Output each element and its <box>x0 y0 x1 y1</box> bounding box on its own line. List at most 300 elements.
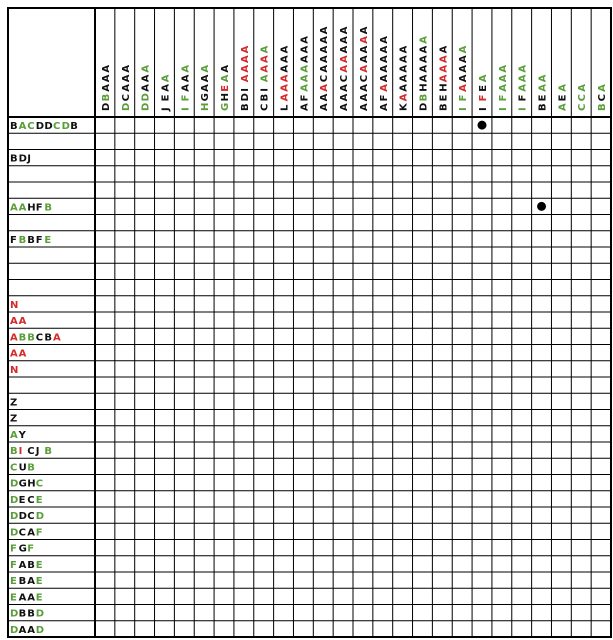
grid-cell[interactable] <box>472 540 492 556</box>
grid-cell[interactable] <box>413 393 433 409</box>
grid-cell[interactable] <box>155 150 175 166</box>
grid-cell[interactable] <box>492 556 512 572</box>
grid-cell[interactable] <box>135 442 155 458</box>
grid-cell[interactable] <box>452 312 472 328</box>
grid-cell[interactable] <box>115 572 135 588</box>
grid-cell[interactable] <box>373 182 393 198</box>
grid-cell[interactable] <box>95 361 115 377</box>
grid-cell[interactable] <box>373 166 393 182</box>
grid-cell[interactable] <box>194 263 214 279</box>
grid-cell[interactable] <box>532 215 552 231</box>
grid-cell[interactable] <box>571 198 591 214</box>
grid-cell[interactable] <box>551 442 571 458</box>
grid-cell[interactable] <box>174 588 194 604</box>
grid-cell[interactable] <box>135 621 155 637</box>
grid-cell[interactable] <box>135 312 155 328</box>
grid-cell[interactable] <box>333 328 353 344</box>
grid-cell[interactable] <box>532 150 552 166</box>
grid-cell[interactable] <box>155 345 175 361</box>
grid-cell[interactable] <box>333 247 353 263</box>
grid-cell[interactable] <box>274 247 294 263</box>
grid-cell[interactable] <box>254 572 274 588</box>
grid-cell[interactable] <box>413 182 433 198</box>
grid-cell[interactable] <box>393 377 413 393</box>
grid-cell[interactable] <box>512 247 532 263</box>
grid-cell[interactable] <box>452 491 472 507</box>
grid-cell[interactable] <box>313 133 333 149</box>
grid-cell[interactable] <box>472 312 492 328</box>
grid-cell[interactable] <box>214 491 234 507</box>
grid-cell[interactable] <box>155 491 175 507</box>
grid-cell[interactable] <box>274 442 294 458</box>
grid-cell[interactable] <box>432 166 452 182</box>
grid-cell[interactable] <box>591 523 611 539</box>
grid-cell[interactable] <box>313 263 333 279</box>
grid-cell[interactable] <box>512 540 532 556</box>
grid-cell[interactable] <box>413 263 433 279</box>
grid-cell[interactable] <box>591 475 611 491</box>
grid-cell[interactable] <box>512 475 532 491</box>
grid-cell[interactable] <box>274 198 294 214</box>
grid-cell[interactable] <box>135 345 155 361</box>
grid-cell[interactable] <box>313 572 333 588</box>
grid-cell[interactable] <box>393 215 413 231</box>
grid-cell[interactable] <box>155 475 175 491</box>
grid-cell[interactable] <box>432 150 452 166</box>
grid-cell[interactable] <box>95 231 115 247</box>
grid-cell[interactable] <box>571 393 591 409</box>
grid-cell[interactable] <box>452 166 472 182</box>
grid-cell[interactable] <box>274 393 294 409</box>
grid-cell[interactable] <box>432 231 452 247</box>
grid-cell[interactable] <box>135 117 155 133</box>
grid-cell[interactable] <box>472 215 492 231</box>
grid-cell[interactable] <box>591 328 611 344</box>
grid-cell[interactable] <box>413 605 433 621</box>
grid-cell[interactable] <box>274 605 294 621</box>
grid-cell[interactable] <box>115 621 135 637</box>
grid-cell[interactable] <box>95 150 115 166</box>
grid-cell[interactable] <box>551 215 571 231</box>
grid-cell[interactable] <box>194 345 214 361</box>
grid-cell[interactable] <box>155 133 175 149</box>
grid-cell[interactable] <box>353 540 373 556</box>
grid-cell[interactable] <box>333 507 353 523</box>
grid-cell[interactable] <box>293 198 313 214</box>
grid-cell[interactable] <box>532 458 552 474</box>
grid-cell[interactable] <box>194 393 214 409</box>
grid-cell[interactable] <box>532 133 552 149</box>
grid-cell[interactable] <box>254 393 274 409</box>
grid-cell[interactable] <box>571 556 591 572</box>
grid-cell[interactable] <box>413 475 433 491</box>
grid-cell[interactable] <box>155 247 175 263</box>
grid-cell[interactable] <box>214 605 234 621</box>
grid-cell[interactable] <box>353 215 373 231</box>
grid-cell[interactable] <box>492 605 512 621</box>
grid-cell[interactable] <box>373 410 393 426</box>
grid-cell[interactable] <box>95 345 115 361</box>
grid-cell[interactable] <box>155 166 175 182</box>
grid-cell[interactable] <box>432 328 452 344</box>
grid-cell[interactable] <box>274 312 294 328</box>
grid-cell[interactable] <box>532 377 552 393</box>
grid-cell[interactable] <box>512 556 532 572</box>
grid-cell[interactable] <box>353 442 373 458</box>
grid-cell[interactable] <box>492 198 512 214</box>
grid-cell[interactable] <box>214 361 234 377</box>
grid-cell[interactable] <box>373 312 393 328</box>
grid-cell[interactable] <box>313 150 333 166</box>
grid-cell[interactable] <box>214 150 234 166</box>
grid-cell[interactable] <box>274 621 294 637</box>
grid-cell[interactable] <box>214 182 234 198</box>
grid-cell[interactable] <box>333 621 353 637</box>
grid-cell[interactable] <box>373 377 393 393</box>
grid-cell[interactable] <box>194 556 214 572</box>
grid-cell[interactable] <box>135 426 155 442</box>
grid-cell[interactable] <box>174 361 194 377</box>
grid-cell[interactable] <box>174 540 194 556</box>
grid-cell[interactable] <box>115 198 135 214</box>
grid-cell[interactable] <box>591 215 611 231</box>
grid-cell[interactable] <box>214 377 234 393</box>
grid-cell[interactable] <box>95 377 115 393</box>
grid-cell[interactable] <box>353 263 373 279</box>
grid-cell[interactable] <box>174 458 194 474</box>
grid-cell[interactable] <box>532 523 552 539</box>
grid-cell[interactable] <box>452 621 472 637</box>
grid-cell[interactable] <box>373 328 393 344</box>
grid-cell[interactable] <box>293 621 313 637</box>
grid-cell[interactable] <box>452 263 472 279</box>
grid-cell[interactable] <box>492 312 512 328</box>
grid-cell[interactable] <box>293 410 313 426</box>
grid-cell[interactable] <box>333 605 353 621</box>
grid-cell[interactable] <box>532 572 552 588</box>
grid-cell[interactable] <box>551 491 571 507</box>
grid-cell[interactable] <box>155 198 175 214</box>
grid-cell[interactable] <box>472 442 492 458</box>
grid-cell[interactable] <box>95 247 115 263</box>
grid-cell[interactable] <box>155 523 175 539</box>
grid-cell[interactable] <box>532 442 552 458</box>
grid-cell[interactable] <box>472 231 492 247</box>
grid-cell[interactable] <box>293 605 313 621</box>
grid-cell[interactable] <box>155 280 175 296</box>
grid-cell[interactable] <box>174 133 194 149</box>
grid-cell[interactable] <box>254 605 274 621</box>
grid-cell[interactable] <box>452 117 472 133</box>
grid-cell[interactable] <box>393 556 413 572</box>
grid-cell[interactable] <box>571 247 591 263</box>
grid-cell[interactable] <box>333 426 353 442</box>
grid-cell[interactable] <box>492 166 512 182</box>
grid-cell[interactable] <box>174 442 194 458</box>
grid-cell[interactable] <box>373 150 393 166</box>
grid-cell[interactable] <box>95 312 115 328</box>
grid-cell[interactable] <box>313 458 333 474</box>
grid-cell[interactable] <box>234 572 254 588</box>
grid-cell[interactable] <box>155 393 175 409</box>
grid-cell[interactable] <box>234 361 254 377</box>
grid-cell[interactable] <box>95 556 115 572</box>
grid-cell[interactable] <box>214 442 234 458</box>
grid-cell[interactable] <box>194 572 214 588</box>
grid-cell[interactable] <box>452 507 472 523</box>
grid-cell[interactable] <box>472 280 492 296</box>
grid-cell[interactable] <box>333 572 353 588</box>
grid-cell[interactable] <box>174 150 194 166</box>
grid-cell[interactable] <box>234 556 254 572</box>
grid-cell[interactable] <box>452 572 472 588</box>
grid-cell[interactable] <box>274 458 294 474</box>
grid-cell[interactable] <box>432 377 452 393</box>
grid-cell[interactable] <box>155 215 175 231</box>
grid-cell[interactable] <box>234 247 254 263</box>
grid-cell[interactable] <box>115 588 135 604</box>
grid-cell[interactable] <box>234 231 254 247</box>
grid-cell[interactable] <box>194 166 214 182</box>
grid-cell[interactable] <box>551 572 571 588</box>
grid-cell[interactable] <box>135 393 155 409</box>
grid-cell[interactable] <box>115 540 135 556</box>
grid-cell[interactable] <box>293 442 313 458</box>
grid-cell[interactable] <box>591 296 611 312</box>
grid-cell[interactable] <box>115 263 135 279</box>
grid-cell[interactable] <box>234 328 254 344</box>
grid-cell[interactable] <box>393 328 413 344</box>
grid-cell[interactable] <box>274 117 294 133</box>
grid-cell[interactable] <box>353 393 373 409</box>
grid-cell[interactable] <box>254 475 274 491</box>
grid-cell[interactable] <box>135 133 155 149</box>
grid-cell[interactable] <box>174 426 194 442</box>
grid-cell[interactable] <box>551 556 571 572</box>
grid-cell[interactable] <box>194 523 214 539</box>
grid-cell[interactable] <box>313 556 333 572</box>
grid-cell[interactable] <box>234 507 254 523</box>
grid-cell[interactable] <box>115 312 135 328</box>
grid-cell[interactable] <box>492 280 512 296</box>
grid-cell[interactable] <box>393 475 413 491</box>
grid-cell[interactable] <box>234 442 254 458</box>
grid-cell[interactable] <box>254 442 274 458</box>
grid-cell[interactable] <box>174 491 194 507</box>
grid-cell[interactable] <box>135 328 155 344</box>
grid-cell[interactable] <box>353 296 373 312</box>
grid-cell[interactable] <box>254 345 274 361</box>
grid-cell[interactable] <box>532 231 552 247</box>
grid-cell[interactable] <box>293 280 313 296</box>
grid-cell[interactable] <box>95 458 115 474</box>
grid-cell[interactable] <box>452 328 472 344</box>
grid-cell[interactable] <box>214 133 234 149</box>
grid-cell[interactable] <box>353 377 373 393</box>
grid-cell[interactable] <box>532 475 552 491</box>
grid-cell[interactable] <box>333 523 353 539</box>
grid-cell[interactable] <box>313 296 333 312</box>
grid-cell[interactable] <box>333 458 353 474</box>
grid-cell[interactable] <box>95 540 115 556</box>
grid-cell[interactable] <box>532 393 552 409</box>
grid-cell[interactable] <box>135 263 155 279</box>
grid-cell[interactable] <box>155 263 175 279</box>
grid-cell[interactable] <box>274 166 294 182</box>
grid-cell[interactable] <box>373 296 393 312</box>
grid-cell[interactable] <box>472 556 492 572</box>
grid-cell[interactable] <box>95 605 115 621</box>
grid-cell[interactable] <box>135 247 155 263</box>
grid-cell[interactable] <box>571 231 591 247</box>
grid-cell[interactable] <box>353 280 373 296</box>
grid-cell[interactable] <box>452 588 472 604</box>
grid-cell[interactable] <box>591 410 611 426</box>
grid-cell[interactable] <box>254 588 274 604</box>
grid-cell[interactable] <box>393 442 413 458</box>
grid-cell[interactable] <box>274 410 294 426</box>
grid-cell[interactable] <box>333 393 353 409</box>
grid-cell[interactable] <box>155 296 175 312</box>
grid-cell[interactable] <box>393 588 413 604</box>
grid-cell[interactable] <box>551 198 571 214</box>
grid-cell[interactable] <box>115 458 135 474</box>
grid-cell[interactable] <box>274 507 294 523</box>
grid-cell[interactable] <box>393 426 413 442</box>
grid-cell[interactable] <box>333 312 353 328</box>
grid-cell[interactable] <box>135 150 155 166</box>
grid-cell[interactable] <box>293 588 313 604</box>
grid-cell[interactable] <box>551 247 571 263</box>
grid-cell[interactable] <box>393 621 413 637</box>
grid-cell[interactable] <box>353 247 373 263</box>
grid-cell[interactable] <box>95 491 115 507</box>
grid-cell[interactable] <box>591 507 611 523</box>
grid-cell[interactable] <box>373 263 393 279</box>
grid-cell[interactable] <box>155 426 175 442</box>
grid-cell[interactable] <box>432 247 452 263</box>
grid-cell[interactable] <box>571 621 591 637</box>
grid-cell[interactable] <box>155 621 175 637</box>
grid-cell[interactable] <box>591 312 611 328</box>
grid-cell[interactable] <box>274 215 294 231</box>
grid-cell[interactable] <box>432 572 452 588</box>
grid-cell[interactable] <box>234 458 254 474</box>
grid-cell[interactable] <box>115 475 135 491</box>
grid-cell[interactable] <box>333 345 353 361</box>
grid-cell[interactable] <box>532 556 552 572</box>
grid-cell[interactable] <box>333 117 353 133</box>
grid-cell[interactable] <box>293 540 313 556</box>
grid-cell[interactable] <box>492 215 512 231</box>
grid-cell[interactable] <box>313 312 333 328</box>
grid-cell[interactable] <box>571 507 591 523</box>
grid-cell[interactable] <box>591 117 611 133</box>
grid-cell[interactable] <box>194 296 214 312</box>
grid-cell[interactable] <box>254 458 274 474</box>
grid-cell[interactable] <box>254 621 274 637</box>
grid-cell[interactable] <box>135 166 155 182</box>
grid-cell[interactable] <box>551 117 571 133</box>
grid-cell[interactable] <box>293 231 313 247</box>
grid-cell[interactable] <box>551 410 571 426</box>
grid-cell[interactable] <box>174 377 194 393</box>
grid-cell[interactable] <box>274 263 294 279</box>
grid-cell[interactable] <box>571 588 591 604</box>
grid-cell[interactable] <box>512 182 532 198</box>
grid-cell[interactable] <box>115 117 135 133</box>
grid-cell[interactable] <box>254 263 274 279</box>
grid-cell[interactable] <box>313 507 333 523</box>
grid-cell[interactable] <box>432 458 452 474</box>
grid-cell[interactable] <box>432 296 452 312</box>
grid-cell[interactable] <box>333 540 353 556</box>
grid-cell[interactable] <box>353 556 373 572</box>
grid-cell[interactable] <box>293 393 313 409</box>
grid-cell[interactable] <box>135 507 155 523</box>
grid-cell[interactable] <box>373 523 393 539</box>
grid-cell[interactable] <box>274 572 294 588</box>
grid-cell[interactable] <box>413 410 433 426</box>
grid-cell[interactable] <box>95 426 115 442</box>
grid-cell[interactable] <box>353 361 373 377</box>
grid-cell[interactable] <box>194 605 214 621</box>
grid-cell[interactable] <box>274 182 294 198</box>
grid-cell[interactable] <box>115 280 135 296</box>
grid-cell[interactable] <box>591 605 611 621</box>
grid-cell[interactable] <box>353 426 373 442</box>
grid-cell[interactable] <box>274 491 294 507</box>
grid-cell[interactable] <box>95 328 115 344</box>
grid-cell[interactable] <box>591 572 611 588</box>
grid-cell[interactable] <box>115 442 135 458</box>
grid-cell[interactable] <box>293 475 313 491</box>
grid-cell[interactable] <box>551 182 571 198</box>
grid-cell[interactable] <box>432 540 452 556</box>
grid-cell[interactable] <box>254 280 274 296</box>
grid-cell[interactable] <box>254 426 274 442</box>
grid-cell[interactable] <box>452 377 472 393</box>
grid-cell[interactable] <box>571 491 591 507</box>
grid-cell[interactable] <box>571 410 591 426</box>
grid-cell[interactable] <box>234 345 254 361</box>
grid-cell[interactable] <box>452 475 472 491</box>
grid-cell[interactable] <box>174 247 194 263</box>
grid-cell[interactable] <box>95 263 115 279</box>
grid-cell[interactable] <box>472 507 492 523</box>
grid-cell[interactable] <box>254 231 274 247</box>
grid-cell[interactable] <box>571 377 591 393</box>
grid-cell[interactable] <box>512 263 532 279</box>
grid-cell[interactable] <box>234 280 254 296</box>
grid-cell[interactable] <box>95 621 115 637</box>
grid-cell[interactable] <box>512 410 532 426</box>
grid-cell[interactable] <box>413 231 433 247</box>
grid-cell[interactable] <box>174 215 194 231</box>
grid-cell[interactable] <box>413 280 433 296</box>
grid-cell[interactable] <box>174 556 194 572</box>
grid-cell[interactable] <box>432 345 452 361</box>
grid-cell[interactable] <box>432 621 452 637</box>
grid-cell[interactable] <box>333 133 353 149</box>
grid-cell[interactable] <box>591 377 611 393</box>
grid-cell[interactable] <box>214 458 234 474</box>
grid-cell[interactable] <box>293 182 313 198</box>
grid-cell[interactable] <box>155 442 175 458</box>
grid-cell[interactable] <box>353 572 373 588</box>
grid-cell[interactable] <box>512 377 532 393</box>
grid-cell[interactable] <box>373 621 393 637</box>
